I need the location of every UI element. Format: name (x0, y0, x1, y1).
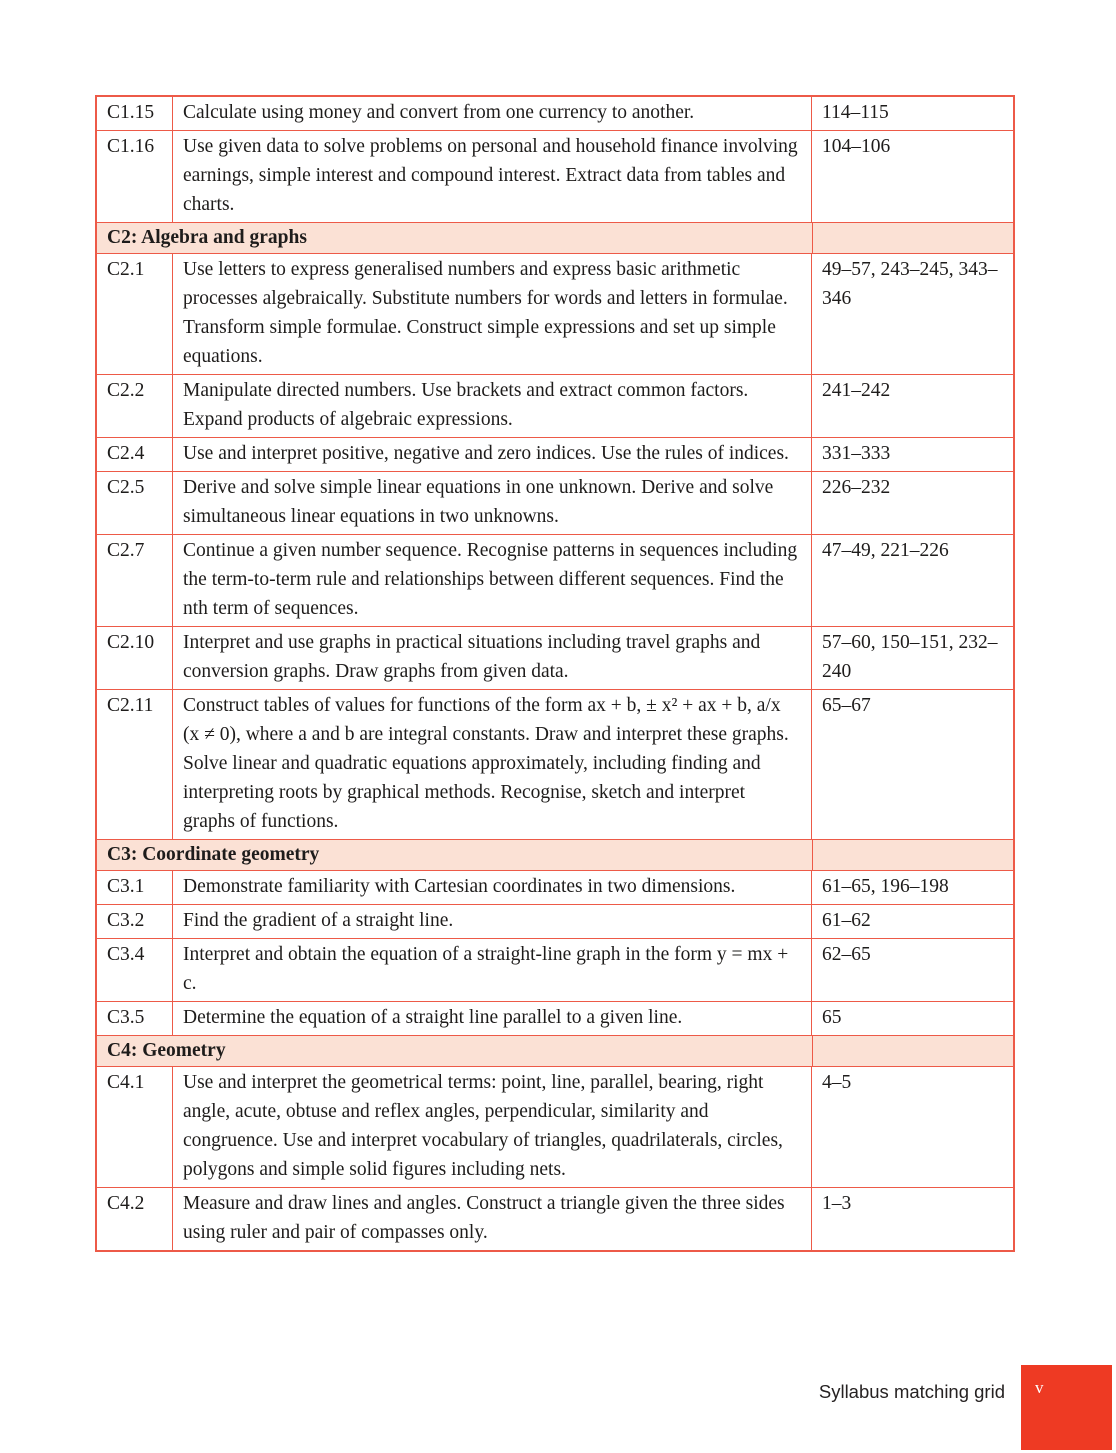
row-description: Demonstrate familiarity with Cartesian coordinates in two dimensions. (172, 871, 812, 904)
row-description: Find the gradient of a straight line. (172, 905, 812, 938)
row-code: C2.5 (107, 477, 145, 498)
table-row (97, 253, 1013, 374)
row-description: Use letters to express generalised numbers and express basic arithmetic processes algebraically. Substitute numbers for words and letters in formulae. Transform simple formulae. Construct simple expressions and set up simple equations. (172, 254, 812, 374)
row-code: C3.2 (107, 910, 145, 931)
row-pages: 114–115 (822, 102, 889, 123)
row-code: C2.11 (107, 695, 154, 716)
row-description: Interpret and obtain the equation of a straight-line graph in the form y = mx + c. (172, 939, 812, 1001)
section-header-row (97, 222, 1013, 253)
section-header-row (97, 1035, 1013, 1066)
row-code: C4.2 (107, 1193, 145, 1214)
row-code: C1.16 (107, 136, 155, 157)
table-row (97, 1066, 1013, 1187)
table-row (97, 437, 1013, 471)
table-row (97, 374, 1013, 437)
table-row (97, 534, 1013, 626)
row-description: Continue a given number sequence. Recognise patterns in sequences including the term-to-term rule and relationships between different sequences. Find the nth term of sequences. (172, 535, 812, 626)
row-code: C2.1 (107, 259, 145, 280)
table-row (97, 1001, 1013, 1035)
row-pages: 62–65 (822, 944, 871, 965)
row-code: C3.4 (107, 944, 145, 965)
row-description: Use given data to solve problems on personal and household finance involving earnings, simple interest and compound interest. Extract data from tables and charts. (172, 131, 812, 222)
row-code: C3.1 (107, 876, 145, 897)
section-pages-cell (812, 1036, 1013, 1066)
page-number-box (1021, 1365, 1112, 1450)
section-pages-cell (812, 223, 1013, 253)
row-pages: 57–60, 150–151, 232–240 (822, 632, 998, 682)
footer-title: Syllabus matching grid (818, 1381, 1005, 1402)
row-code: C2.7 (107, 540, 145, 561)
row-description: Use and interpret the geometrical terms: point, line, parallel, bearing, right angle, acute, obtuse and reflex angles, perpendicular, similarity and congruence. Use and interpret vocabulary of triangles, quadrilaterals, circles, polygons and simple solid figures including nets. (172, 1067, 812, 1187)
table-row (97, 689, 1013, 839)
row-description: Calculate using money and convert from one currency to another. (172, 97, 812, 130)
table-row (97, 626, 1013, 689)
row-pages: 49–57, 243–245, 343–346 (822, 259, 998, 309)
row-code: C1.15 (107, 102, 155, 123)
row-pages: 61–62 (822, 910, 871, 931)
row-pages: 331–333 (822, 443, 891, 464)
table-row (97, 130, 1013, 222)
table-row (97, 1187, 1013, 1250)
section-title: C4: Geometry (107, 1040, 226, 1061)
row-pages: 47–49, 221–226 (822, 540, 949, 561)
page-number: v (1035, 1378, 1044, 1397)
syllabus-matching-table (95, 95, 1015, 1252)
row-pages: 4–5 (822, 1072, 852, 1093)
row-pages: 65 (822, 1007, 842, 1028)
row-code: C2.10 (107, 632, 155, 653)
table-row (97, 870, 1013, 904)
row-description: Interpret and use graphs in practical situations including travel graphs and conversion graphs. Draw graphs from given data. (172, 627, 812, 689)
row-pages: 241–242 (822, 380, 891, 401)
row-code: C4.1 (107, 1072, 145, 1093)
row-code: C3.5 (107, 1007, 145, 1028)
section-title: C2: Algebra and graphs (107, 227, 307, 248)
row-pages: 226–232 (822, 477, 891, 498)
row-pages: 104–106 (822, 136, 891, 157)
row-description: Manipulate directed numbers. Use brackets and extract common factors. Expand products of algebraic expressions. (172, 375, 812, 437)
row-code: C2.4 (107, 443, 145, 464)
section-header-row (97, 839, 1013, 870)
row-description: Determine the equation of a straight line parallel to a given line. (172, 1002, 812, 1035)
row-description: Construct tables of values for functions of the form ax + b, ± x² + ax + b, a/x (x ≠ 0), where a and b are integral constants. Draw and interpret these graphs. Solve linear and quadratic equations approximately, including finding and interpreting roots by graphical methods. Recognise, sketch and interpret graphs of functions. (172, 690, 812, 839)
row-description: Derive and solve simple linear equations in one unknown. Derive and solve simultaneous linear equations in two unknowns. (172, 472, 812, 534)
row-code: C2.2 (107, 380, 145, 401)
row-description: Measure and draw lines and angles. Construct a triangle given the three sides using ruler and pair of compasses only. (172, 1188, 812, 1250)
section-pages-cell (812, 840, 1013, 870)
row-pages: 61–65, 196–198 (822, 876, 949, 897)
table-row (97, 904, 1013, 938)
row-pages: 1–3 (822, 1193, 852, 1214)
row-pages: 65–67 (822, 695, 871, 716)
row-description: Use and interpret positive, negative and zero indices. Use the rules of indices. (172, 438, 812, 471)
table-row (97, 97, 1013, 130)
section-title: C3: Coordinate geometry (107, 844, 320, 865)
table-row (97, 471, 1013, 534)
table-row (97, 938, 1013, 1001)
